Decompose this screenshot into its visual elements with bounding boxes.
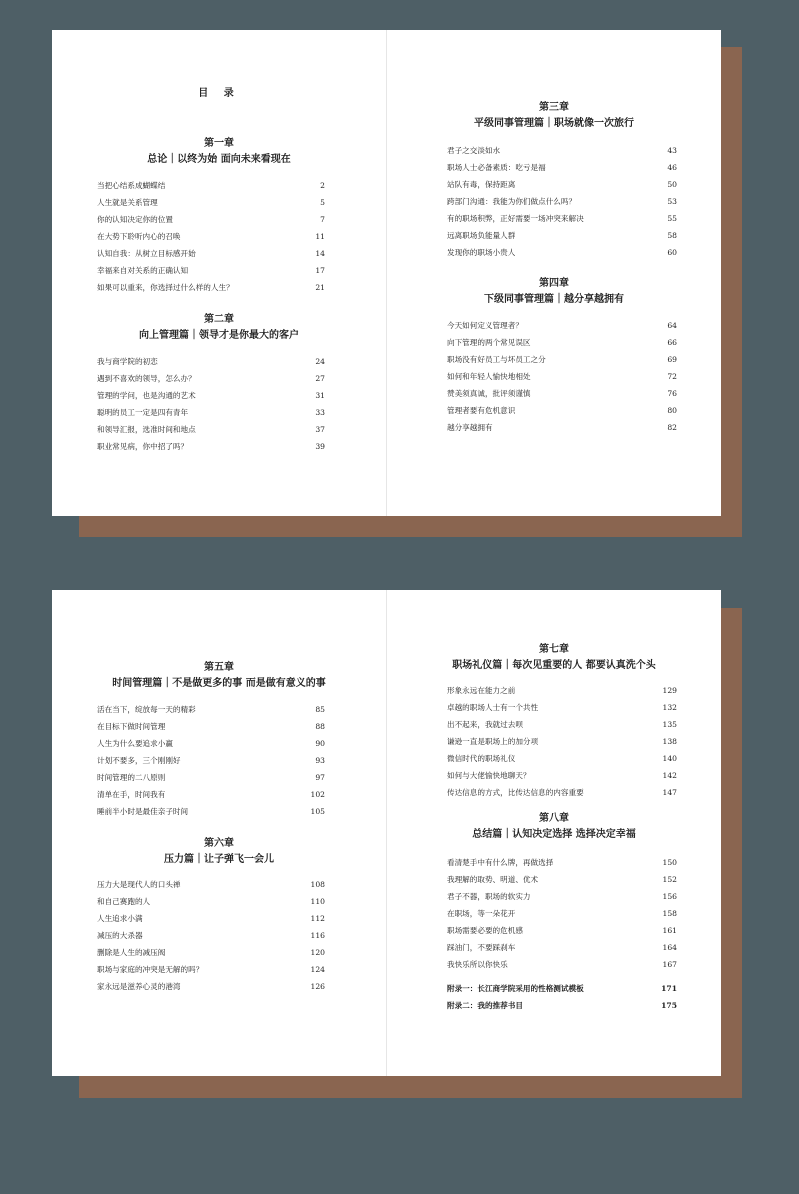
entry-page-number: 50: [667, 180, 677, 189]
toc-entry: [447, 784, 677, 801]
entry-page-number: 147: [662, 788, 677, 797]
entry-title: 减压的大杀器: [97, 931, 143, 940]
entry-page-number: 124: [310, 965, 325, 974]
entry-title: 传达信息的方式，比传达信息的内容重要: [447, 788, 584, 797]
toc-entry: [447, 699, 677, 716]
entry-title: 发现你的职场小贵人: [447, 248, 516, 257]
entry-page-number: 33: [315, 408, 325, 417]
toc-entry: [97, 177, 325, 194]
entry-title: 附录一：长江商学院采用的性格测试模板: [447, 984, 584, 993]
toc-entry: [447, 351, 677, 368]
toc-entry: [447, 871, 677, 888]
entry-page-number: 58: [667, 231, 677, 240]
entry-page-number: 97: [315, 773, 325, 782]
chapter-number: 第六章: [204, 838, 234, 849]
entry-page-number: 138: [662, 737, 677, 746]
entry-title: 谦逊一直是职场上的加分项: [447, 737, 539, 746]
entry-title: 我与商学院的初恋: [97, 357, 158, 366]
toc-entry: [97, 961, 325, 978]
toc-entry: [97, 353, 325, 370]
toc-entry: [447, 317, 677, 334]
entry-page-number: 60: [667, 248, 677, 257]
toc-entry: [447, 419, 677, 436]
chapter-entries: [447, 854, 677, 973]
entry-title: 我快乐所以你快乐: [447, 960, 508, 969]
toc-entry: [447, 227, 677, 244]
chapter-heading: [52, 312, 386, 344]
appendix-entries: [447, 980, 677, 1014]
entry-title: 计划不要多，三个刚刚好: [97, 756, 181, 765]
chapter-subtitle: 职场礼仪篇｜每次见重要的人 都要认真洗个头: [452, 660, 656, 671]
entry-page-number: 132: [662, 703, 677, 712]
toc-entry: [447, 142, 677, 159]
toc-entry: [447, 385, 677, 402]
chapter-number: 第七章: [539, 644, 569, 655]
entry-title: 和自己赛跑的人: [97, 897, 151, 906]
entry-page-number: 43: [667, 146, 677, 155]
chapter-entries: [447, 317, 677, 436]
entry-page-number: 90: [315, 739, 325, 748]
entry-title: 在大势下聆听内心的召唤: [97, 232, 181, 241]
entry-title: 家永远是滋养心灵的港湾: [97, 982, 181, 991]
toc-entry: [447, 922, 677, 939]
entry-page-number: 39: [315, 442, 325, 451]
entry-title: 你的认知决定你的位置: [97, 215, 173, 224]
entry-title: 人生就是关系管理: [97, 198, 158, 207]
entry-title: 管理者要有危机意识: [447, 406, 516, 415]
toc-entry: [447, 176, 677, 193]
entry-page-number: 76: [667, 389, 677, 398]
entry-page-number: 129: [662, 686, 677, 695]
entry-page-number: 66: [667, 338, 677, 347]
entry-title: 出不起来，我就过去呗: [447, 720, 523, 729]
chapter-entries: [97, 353, 325, 455]
entry-title: 清单在手，时间我有: [97, 790, 166, 799]
entry-page-number: 2: [320, 181, 325, 190]
entry-title: 聪明的员工一定是四有青年: [97, 408, 189, 417]
entry-page-number: 7: [320, 215, 325, 224]
chapter-heading: [387, 811, 721, 843]
entry-title: 认知自我：从树立目标感开始: [97, 249, 196, 258]
chapter-subtitle: 时间管理篇｜不是做更多的事 而是做有意义的事: [112, 678, 326, 689]
entry-title: 睡前半小时是最佳亲子时间: [97, 807, 189, 816]
entry-page-number: 167: [662, 960, 677, 969]
toc-entry: [97, 978, 325, 995]
entry-page-number: 85: [315, 705, 325, 714]
chapter-heading: [387, 100, 721, 132]
chapter-entries: [447, 142, 677, 261]
chapter-number: 第五章: [204, 662, 234, 673]
toc-entry: [97, 262, 325, 279]
toc-entry: [97, 701, 325, 718]
toc-entry: [447, 159, 677, 176]
entry-title: 附录二：我的推荐书目: [447, 1001, 523, 1010]
entry-title: 跨部门沟通：我能为你们做点什么吗？: [447, 197, 577, 206]
chapter-heading: [387, 642, 721, 674]
entry-title: 活在当下，绽放每一天的精彩: [97, 705, 196, 714]
chapter-subtitle: 总结篇｜认知决定选择 选择决定幸福: [472, 829, 636, 840]
toc-entry: [447, 905, 677, 922]
toc-entry: [447, 716, 677, 733]
chapter-heading: [52, 836, 386, 868]
toc-title: 目 录: [198, 88, 240, 99]
entry-page-number: 21: [315, 283, 325, 292]
toc-entry: [97, 211, 325, 228]
entry-page-number: 126: [310, 982, 325, 991]
entry-page-number: 140: [662, 754, 677, 763]
entry-page-number: 72: [667, 372, 677, 381]
entry-title: 我理解的取势、明道、优术: [447, 875, 539, 884]
entry-title: 向下管理的两个常见误区: [447, 338, 531, 347]
chapter-subtitle: 总论｜以终为始 面向未来看现在: [147, 154, 291, 165]
entry-title: 君子之交淡如水: [447, 146, 501, 155]
entry-page-number: 31: [315, 391, 325, 400]
entry-page-number: 93: [315, 756, 325, 765]
entry-page-number: 135: [662, 720, 677, 729]
toc-entry: [447, 334, 677, 351]
toc-entry: [97, 927, 325, 944]
toc-entry: [97, 228, 325, 245]
toc-entry: [97, 279, 325, 296]
toc-entry: [97, 370, 325, 387]
entry-title: 压力大是现代人的口头禅: [97, 880, 181, 889]
toc-entry: [447, 733, 677, 750]
chapter-entries: [97, 177, 325, 296]
entry-page-number: 64: [667, 321, 677, 330]
toc-entry: [97, 735, 325, 752]
entry-page-number: 116: [310, 931, 325, 940]
toc-entry: [97, 769, 325, 786]
entry-title: 君子不器，职场的软实力: [447, 892, 531, 901]
entry-title: 如果可以重来，你选择过什么样的人生？: [97, 283, 234, 292]
toc-entry: [447, 682, 677, 699]
entry-page-number: 105: [310, 807, 325, 816]
toc-entry: [447, 193, 677, 210]
entry-page-number: 102: [310, 790, 325, 799]
entry-page-number: 11: [315, 232, 325, 241]
entry-page-number: 142: [662, 771, 677, 780]
toc-entry: [97, 752, 325, 769]
chapter-number: 第四章: [539, 278, 569, 289]
entry-title: 遇到不喜欢的领导，怎么办？: [97, 374, 196, 383]
entry-title: 在目标下做时间管理: [97, 722, 166, 731]
chapter-subtitle: 压力篇｜让子弹飞一会儿: [164, 854, 274, 865]
chapter-number: 第一章: [204, 138, 234, 149]
toc-entry: [97, 194, 325, 211]
book-spread-1: [52, 30, 721, 516]
entry-page-number: 175: [661, 1001, 677, 1010]
entry-page-number: 24: [315, 357, 325, 366]
toc-entry: [97, 893, 325, 910]
chapter-subtitle: 下级同事管理篇｜越分享越拥有: [484, 294, 624, 305]
toc-entry: [447, 997, 677, 1014]
entry-page-number: 152: [662, 875, 677, 884]
toc-entry: [97, 910, 325, 927]
entry-title: 远离职场负能量人群: [447, 231, 516, 240]
chapter-heading: [52, 136, 386, 168]
entry-title: 站队有毒，保持距离: [447, 180, 516, 189]
entry-title: 职场需要必要的危机感: [447, 926, 523, 935]
entry-page-number: 46: [667, 163, 677, 172]
entry-title: 越分享越拥有: [447, 423, 493, 432]
entry-title: 当把心结系成蝴蝶结: [97, 181, 166, 190]
chapter-entries: [97, 876, 325, 995]
entry-title: 踩油门，不要踩刹车: [447, 943, 516, 952]
entry-page-number: 27: [315, 374, 325, 383]
entry-page-number: 69: [667, 355, 677, 364]
toc-entry: [97, 387, 325, 404]
entry-title: 职业常见病，你中招了吗？: [97, 442, 189, 451]
toc-entry: [447, 956, 677, 973]
entry-page-number: 164: [662, 943, 677, 952]
toc-entry: [97, 421, 325, 438]
entry-page-number: 156: [662, 892, 677, 901]
toc-entry: [447, 980, 677, 997]
entry-page-number: 112: [310, 914, 325, 923]
entry-page-number: 158: [662, 909, 677, 918]
toc-entry: [97, 876, 325, 893]
toc-entry: [97, 438, 325, 455]
toc-entry: [447, 750, 677, 767]
toc-entry: [97, 944, 325, 961]
toc-entry: [97, 245, 325, 262]
toc-entry: [97, 718, 325, 735]
entry-page-number: 171: [661, 984, 677, 993]
entry-page-number: 88: [315, 722, 325, 731]
toc-entry: [447, 888, 677, 905]
toc-entry: [447, 210, 677, 227]
entry-page-number: 17: [315, 266, 325, 275]
toc-entry: [447, 939, 677, 956]
toc-entry: [97, 803, 325, 820]
chapter-heading: [387, 276, 721, 308]
entry-page-number: 53: [667, 197, 677, 206]
chapter-subtitle: 向上管理篇｜领导才是你最大的客户: [139, 330, 299, 341]
entry-title: 卓越的职场人士有一个共性: [447, 703, 539, 712]
entry-title: 幸福来自对关系的正确认知: [97, 266, 189, 275]
entry-title: 如何与大佬愉快地聊天？: [447, 771, 531, 780]
entry-title: 赞美须真诚，批评须谨慎: [447, 389, 531, 398]
toc-entry: [447, 244, 677, 261]
entry-title: 微信时代的职场礼仪: [447, 754, 516, 763]
entry-page-number: 82: [667, 423, 677, 432]
chapter-number: 第三章: [539, 102, 569, 113]
toc-entry: [97, 786, 325, 803]
chapter-entries: [97, 701, 325, 820]
chapter-subtitle: 平级同事管理篇｜职场就像一次旅行: [474, 118, 634, 129]
chapter-number: 第二章: [204, 314, 234, 325]
chapter-entries: [447, 682, 677, 801]
chapter-heading: [52, 660, 386, 692]
entry-title: 人生追求小满: [97, 914, 143, 923]
toc-entry: [447, 368, 677, 385]
entry-page-number: 161: [662, 926, 677, 935]
entry-page-number: 14: [315, 249, 325, 258]
toc-entry: [447, 402, 677, 419]
toc-entry: [447, 767, 677, 784]
entry-page-number: 108: [310, 880, 325, 889]
entry-title: 今天如何定义管理者？: [447, 321, 523, 330]
entry-page-number: 80: [667, 406, 677, 415]
entry-title: 形象永远在能力之前: [447, 686, 516, 695]
entry-title: 职场与家庭的冲突是无解的吗？: [97, 965, 204, 974]
entry-title: 时间管理的二八原则: [97, 773, 166, 782]
entry-title: 在职场，等一朵花开: [447, 909, 516, 918]
entry-title: 和领导汇报，选准时间和地点: [97, 425, 196, 434]
entry-title: 如何和年轻人愉快地相处: [447, 372, 531, 381]
entry-title: 删除是人生的减压阀: [97, 948, 166, 957]
toc-entry: [447, 854, 677, 871]
entry-title: 管理的学问，也是沟通的艺术: [97, 391, 196, 400]
entry-title: 职场没有好员工与坏员工之分: [447, 355, 546, 364]
entry-page-number: 110: [310, 897, 325, 906]
entry-page-number: 37: [315, 425, 325, 434]
entry-title: 人生为什么要追求小赢: [97, 739, 173, 748]
entry-page-number: 55: [667, 214, 677, 223]
entry-page-number: 150: [662, 858, 677, 867]
book-spread-2: [52, 590, 721, 1076]
toc-entry: [97, 404, 325, 421]
entry-title: 职场人士必备素质：吃亏是福: [447, 163, 546, 172]
entry-title: 看清楚手中有什么牌，再做选择: [447, 858, 554, 867]
entry-title: 有的职场积弊，正好需要一场冲突来解决: [447, 214, 584, 223]
entry-page-number: 5: [320, 198, 325, 207]
entry-page-number: 120: [310, 948, 325, 957]
chapter-number: 第八章: [539, 813, 569, 824]
